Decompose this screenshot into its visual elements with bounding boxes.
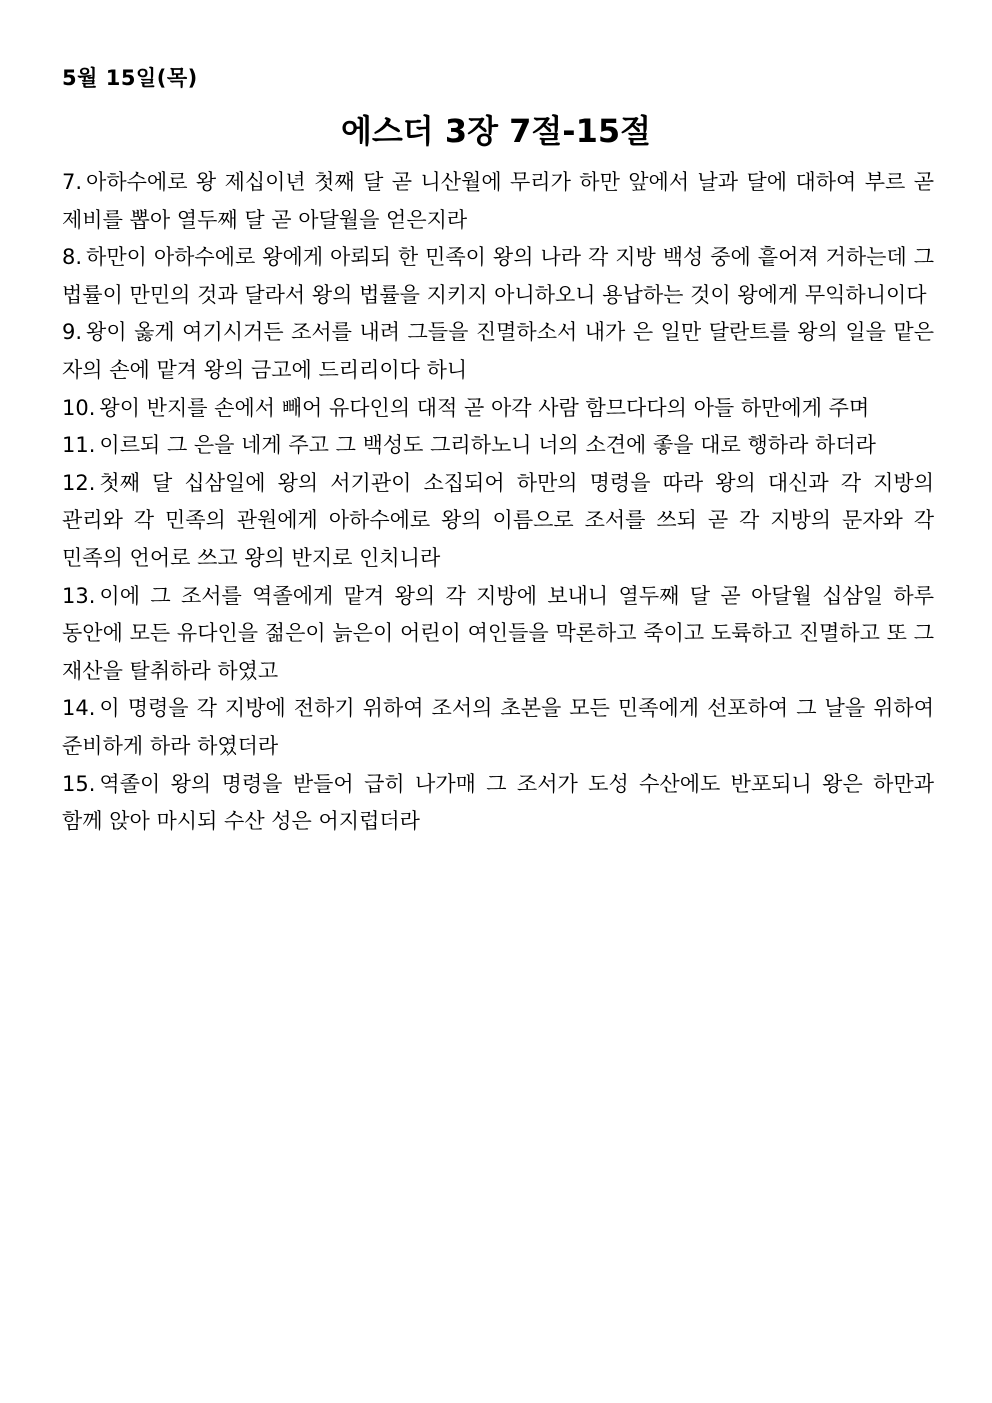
verse-14 xyxy=(62,690,934,765)
verse-list xyxy=(62,164,934,841)
verse-number: 14. xyxy=(62,696,96,721)
reading-date: 5월 15일(목) xyxy=(62,66,198,90)
verse-11 xyxy=(62,427,934,465)
verse-10 xyxy=(62,390,934,428)
verse-9 xyxy=(62,314,934,389)
verse-number: 7. xyxy=(62,170,83,194)
verse-text: 하만이 아하수에로 왕에게 아뢰되 한 민족이 왕의 나라 각 지방 백성 중에 흩어져 거하는데 그 법률이 만민의 것과 달라서 왕의 법률을 지키지 아니하오니 용납하는 것이 왕에게 무익하니이다 xyxy=(62,245,934,307)
verse-number: 10. xyxy=(62,395,96,420)
verse-number: 13. xyxy=(62,583,96,608)
passage-title: 에스더 3장 7절-15절 xyxy=(340,112,652,150)
verse-text: 이 명령을 각 지방에 전하기 위하여 조서의 초본을 모든 민족에게 선포하여 그 날을 위하여 준비하게 하라 하였더라 xyxy=(62,696,934,758)
verse-text: 이에 그 조서를 역졸에게 맡겨 왕의 각 지방에 보내니 열두째 달 곧 아달월 십삼일 하루 동안에 모든 유다인을 젊은이 늙은이 어린이 여인들을 막론하고 죽이고 도륙하고 진멸하고 또 그 재산을 탈취하라 하였고 xyxy=(62,583,934,683)
verse-number: 9. xyxy=(62,320,83,345)
verse-text: 왕이 반지를 손에서 빼어 유다인의 대적 곧 아각 사람 함므다다의 아들 하만에게 주며 xyxy=(99,395,870,420)
verse-text: 이르되 그 은을 네게 주고 그 백성도 그리하노니 너의 소견에 좋을 대로 행하라 하더라 xyxy=(99,433,876,458)
verse-number: 11. xyxy=(62,433,96,458)
verse-number: 12. xyxy=(62,470,96,495)
verse-12 xyxy=(62,465,934,578)
verse-7 xyxy=(62,164,934,239)
verse-15 xyxy=(62,766,934,841)
verse-text: 첫째 달 십삼일에 왕의 서기관이 소집되어 하만의 명령을 따라 왕의 대신과 각 지방의 관리와 각 민족의 관원에게 아하수에로 왕의 이름으로 조서를 쓰되 곧 각 지방의 문자와 각 민족의 언어로 쓰고 왕의 반지로 인치니라 xyxy=(62,470,934,570)
verse-text: 왕이 옳게 여기시거든 조서를 내려 그들을 진멸하소서 내가 은 일만 달란트를 왕의 일을 맡은 자의 손에 맡겨 왕의 금고에 드리리이다 하니 xyxy=(62,320,934,382)
verse-text: 역졸이 왕의 명령을 받들어 급히 나가매 그 조서가 도성 수산에도 반포되니 왕은 하만과 함께 앉아 마시되 수산 성은 어지럽더라 xyxy=(62,771,934,834)
verse-number: 15. xyxy=(62,771,96,796)
verse-8 xyxy=(62,239,934,314)
verse-number: 8. xyxy=(62,245,83,270)
verse-13 xyxy=(62,578,934,691)
verse-text: 아하수에로 왕 제십이년 첫째 달 곧 니산월에 무리가 하만 앞에서 날과 달에 대하여 부르 곧 제비를 뽑아 열두째 달 곧 아달월을 얻은지라 xyxy=(62,170,934,232)
